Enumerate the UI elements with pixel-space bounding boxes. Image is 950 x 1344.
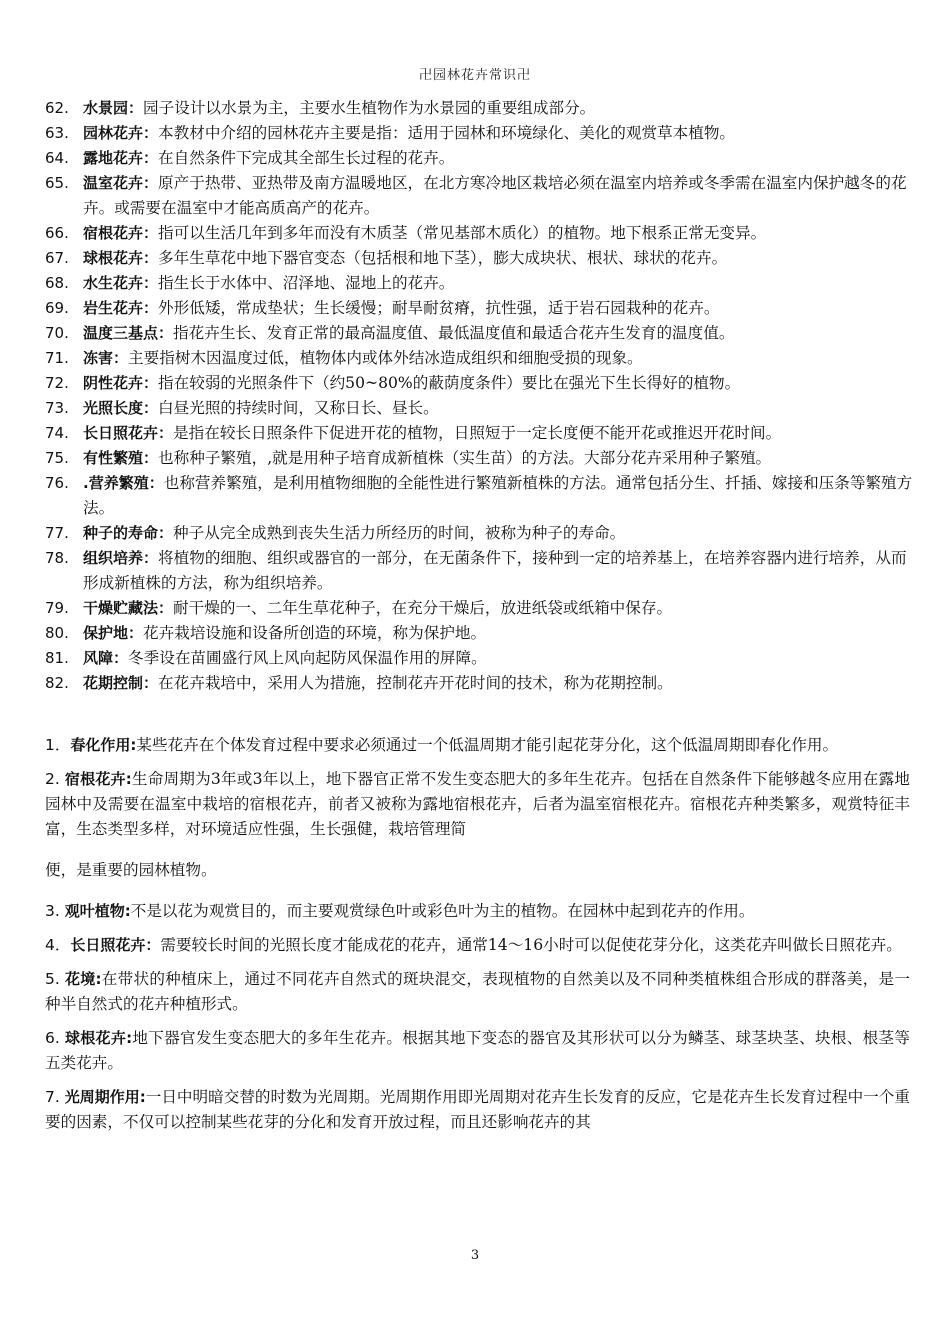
list-item: 75. 有性繁殖：也称种子繁殖，,就是用种子培育成新植株（实生苗）的方法。大部分花卉采用种子繁殖。 (45, 449, 772, 467)
list-item: 78. 组织培养：将植物的细胞、组织或器官的一部分，在无菌条件下，接种到一定的培养基上，在培养容器内进行培养，从而形成新植株的方法，称为组织培养。 (45, 549, 907, 592)
term: 温室花卉 (83, 174, 144, 192)
page-header: 卍园林花卉常识卍 (418, 68, 531, 83)
term: 花境 (64, 970, 96, 988)
list-item: 81. 风障：冬季设在苗圃盛行风上风向起防风保温作用的屏障。 (45, 649, 487, 667)
term: 风障 (83, 649, 114, 667)
list-item: 77. 种子的寿命：种子从完全成熟到丧失生活力所经历的时间，被称为种子的寿命。 (45, 524, 626, 542)
term: 宿根花卉 (64, 770, 126, 788)
definition: 本教材中介绍的园林花卉主要是指：适用于园林和环境绿化、美化的观赏草本植物。 (158, 124, 736, 142)
list-item: 82. 花期控制：在花卉栽培中，采用人为措施，控制花卉开花时间的技术，称为花期控制。 (45, 674, 673, 692)
term: 岩生花卉 (83, 299, 144, 317)
term: 园林花卉 (83, 124, 144, 142)
paragraph: 4．长日照花卉：需要较长时间的光照长度才能成花的花卉，通常14～16小时可以促使花芽分化，这类花卉叫做长日照花卉。 (45, 936, 902, 954)
page-number: 3 (470, 1248, 480, 1263)
list-item: 80. 保护地：花卉栽培设施和设备所创造的环境，称为保护地。 (45, 624, 487, 642)
definition: 园子设计以水景为主，主要水生植物作为水景园的重要组成部分。 (143, 99, 596, 117)
list-item: 67. 球根花卉：多年生草花中地下器官变态（包括根和地下茎），膨大成块状、根状、球状的花卉。 (45, 249, 728, 267)
term: 长日照花卉 (83, 424, 159, 442)
term: .营养繁殖 (83, 474, 149, 492)
list-item: 72. 阴性花卉：指在较弱的光照条件下（约50~80%的蔽荫度条件）要比在强光下生长得好的植物。 (45, 374, 741, 392)
list-item: 65. 温室花卉：原产于热带、亚热带及南方温暖地区，在北方寒冷地区栽培必须在温室内培养或冬季需在温室内保护越冬的花卉。或需要在温室中才能高质高产的花卉。 (45, 174, 907, 217)
definition: 也称种子繁殖，,就是用种子培育成新植株（实生苗）的方法。大部分花卉采用种子繁殖。 (158, 449, 772, 467)
term: 球根花卉 (65, 1029, 127, 1047)
list-item: 74. 长日照花卉：是指在较长日照条件下促进开花的植物，日照短于一定长度便不能开花或推迟开花时间。 (45, 424, 782, 442)
term: 球根花卉 (83, 249, 144, 267)
definition: 白昼光照的持续时间，又称日长、昼长。 (158, 399, 439, 417)
paragraph: 5. 花境:在带状的种植床上，通过不同花卉自然式的斑块混交，表现植物的自然美以及不同种类植株组合形成的群落美，是一种半自然式的花卉种植形式。 (45, 970, 910, 1013)
definition-paragraphs (45, 733, 910, 1144)
paragraph: 3. 观叶植物:不是以花为观赏目的，而主要观赏绿色叶或彩色叶为主的植物。在园林中起到花卉的作用。 (45, 902, 755, 920)
list-item: 73. 光照长度：白昼光照的持续时间，又称日长、昼长。 (45, 399, 439, 417)
term: 干燥贮藏法 (83, 599, 159, 617)
definition: 耐干燥的一、二年生草花种子，在充分干燥后，放进纸袋或纸箱中保存。 (173, 599, 673, 617)
list-item: 64. 露地花卉：在自然条件下完成其全部生长过程的花卉。 (45, 149, 455, 167)
list-item: 69. 岩生花卉：外形低矮，常成垫状；生长缓慢；耐旱耐贫瘠，抗性强，适于岩石园栽种的花卉。 (45, 299, 720, 317)
term: 花期控制 (83, 674, 144, 692)
definition: 原产于热带、亚热带及南方温暖地区，在北方寒冷地区栽培必须在温室内培养或冬季需在温室内保护越冬的花卉。或需要在温室中才能高质高产的花卉。 (83, 174, 907, 217)
term: 组织培养 (83, 549, 144, 567)
list-item: 70. 温度三基点：指花卉生长、发育正常的最高温度值、最低温度值和最适合花卉生发育的温度值。 (45, 324, 735, 342)
list-item: 76. .营养繁殖：也称营养繁殖，是利用植物细胞的全能性进行繁殖新植株的方法。通常包括分生、扦插、嫁接和压条等繁殖方法。 (45, 474, 913, 517)
definition: 指生长于水体中、沼泽地、湿地上的花卉。 (158, 274, 455, 292)
definition: 外形低矮，常成垫状；生长缓慢；耐旱耐贫瘠，抗性强，适于岩石园栽种的花卉。 (158, 299, 720, 317)
definition: 指可以生活几年到多年而没有木质茎（常见基部木质化）的植物。地下根系正常无变异。 (158, 224, 767, 242)
definition: 多年生草花中地下器官变态（包括根和地下茎），膨大成块状、根状、球状的花卉。 (158, 249, 728, 267)
definition: 指花卉生长、发育正常的最高温度值、最低温度值和最适合花卉生发育的温度值。 (173, 324, 735, 342)
term: 春化作用 (70, 736, 131, 754)
term: 光周期作用 (64, 1088, 140, 1106)
definition: 花卉栽培设施和设备所创造的环境，称为保护地。 (143, 624, 487, 642)
paragraph: 7. 光周期作用:一日中明暗交替的时数为光周期。光周期作用即光周期对花卉生长发育的反应，它是花卉生长发育过程中一个重要的因素，不仅可以控制某些花芽的分化和发育开放过程，而且还影响花卉的其 (45, 1088, 910, 1131)
list-item: 79. 干燥贮藏法：耐干燥的一、二年生草花种子，在充分干燥后，放进纸袋或纸箱中保存。 (45, 599, 673, 617)
definition: 种子从完全成熟到丧失生活力所经历的时间，被称为种子的寿命。 (173, 524, 626, 542)
definition: 指在较弱的光照条件下（约50~80%的蔽荫度条件）要比在强光下生长得好的植物。 (158, 374, 741, 392)
paragraph: 2. 宿根花卉:生命周期为3年或3年以上，地下器官正常不发生变态肥大的多年生花卉。包括在自然条件下能够越冬应用在露地园林中及需要在温室中栽培的宿根花卉，前者又被称为露地宿根花卉，后者为温室宿根花卉。宿根花卉种类繁多，观赏特征丰富，生态类型多样，对环境适应性强，生长强健，栽培管理简 便，是重要的园林植物。 (45, 770, 910, 879)
definition: 也称营养繁殖，是利用植物细胞的全能性进行繁殖新植株的方法。通常包括分生、扦插、嫁接和压条等繁殖方法。 (83, 474, 913, 517)
list-item: 66. 宿根花卉：指可以生活几年到多年而没有木质茎（常见基部木质化）的植物。地下根系正常无变异。 (45, 224, 767, 242)
definition: 在自然条件下完成其全部生长过程的花卉。 (158, 149, 455, 167)
term: 阴性花卉 (83, 374, 144, 392)
paragraph: 6. 球根花卉:地下器官发生变态肥大的多年生花卉。根据其地下变态的器官及其形状可以分为鳞茎、球茎块茎、块根、根茎等五类花卉。 (45, 1029, 910, 1072)
term: 水生花卉 (83, 274, 144, 292)
definition: 将植物的细胞、组织或器官的一部分，在无菌条件下，接种到一定的培养基上，在培养容器内进行培养，从而形成新植株的方法，称为组织培养。 (83, 549, 907, 592)
term: 温度三基点 (83, 324, 159, 342)
term: 有性繁殖 (83, 449, 144, 467)
term: 冻害 (83, 349, 114, 367)
definition: 冬季设在苗圃盛行风上风向起防风保温作用的屏障。 (128, 649, 487, 667)
list-item: 71. 冻害：主要指树木因温度过低，植物体内或体外结冰造成组织和细胞受损的现象。 (45, 349, 643, 367)
numbered-term-list (45, 96, 915, 696)
list-item: 63. 园林花卉：本教材中介绍的园林花卉主要是指：适用于园林和环境绿化、美化的观赏草本植物。 (45, 124, 736, 142)
definition: 是指在较长日照条件下促进开花的植物，日照短于一定长度便不能开花或推迟开花时间。 (173, 424, 782, 442)
term: 保护地 (83, 624, 129, 642)
term: 宿根花卉 (83, 224, 144, 242)
term: 露地花卉 (83, 149, 144, 167)
list-item: 62. 水景园：园子设计以水景为主，主要水生植物作为水景园的重要组成部分。 (45, 99, 596, 117)
definition: 在花卉栽培中，采用人为措施，控制花卉开花时间的技术，称为花期控制。 (158, 674, 673, 692)
term: 观叶植物 (64, 902, 125, 920)
term: 种子的寿命 (83, 524, 159, 542)
list-item: 68. 水生花卉：指生长于水体中、沼泽地、湿地上的花卉。 (45, 274, 455, 292)
term: 光照长度 (83, 399, 144, 417)
definition: 主要指树木因温度过低，植物体内或体外结冰造成组织和细胞受损的现象。 (128, 349, 643, 367)
term: 长日照花卉 (70, 936, 146, 954)
term: 水景园 (83, 99, 129, 117)
paragraph: 1．春化作用:某些花卉在个体发育过程中要求必须通过一个低温周期才能引起花芽分化，这个低温周期即春化作用。 (45, 736, 839, 754)
